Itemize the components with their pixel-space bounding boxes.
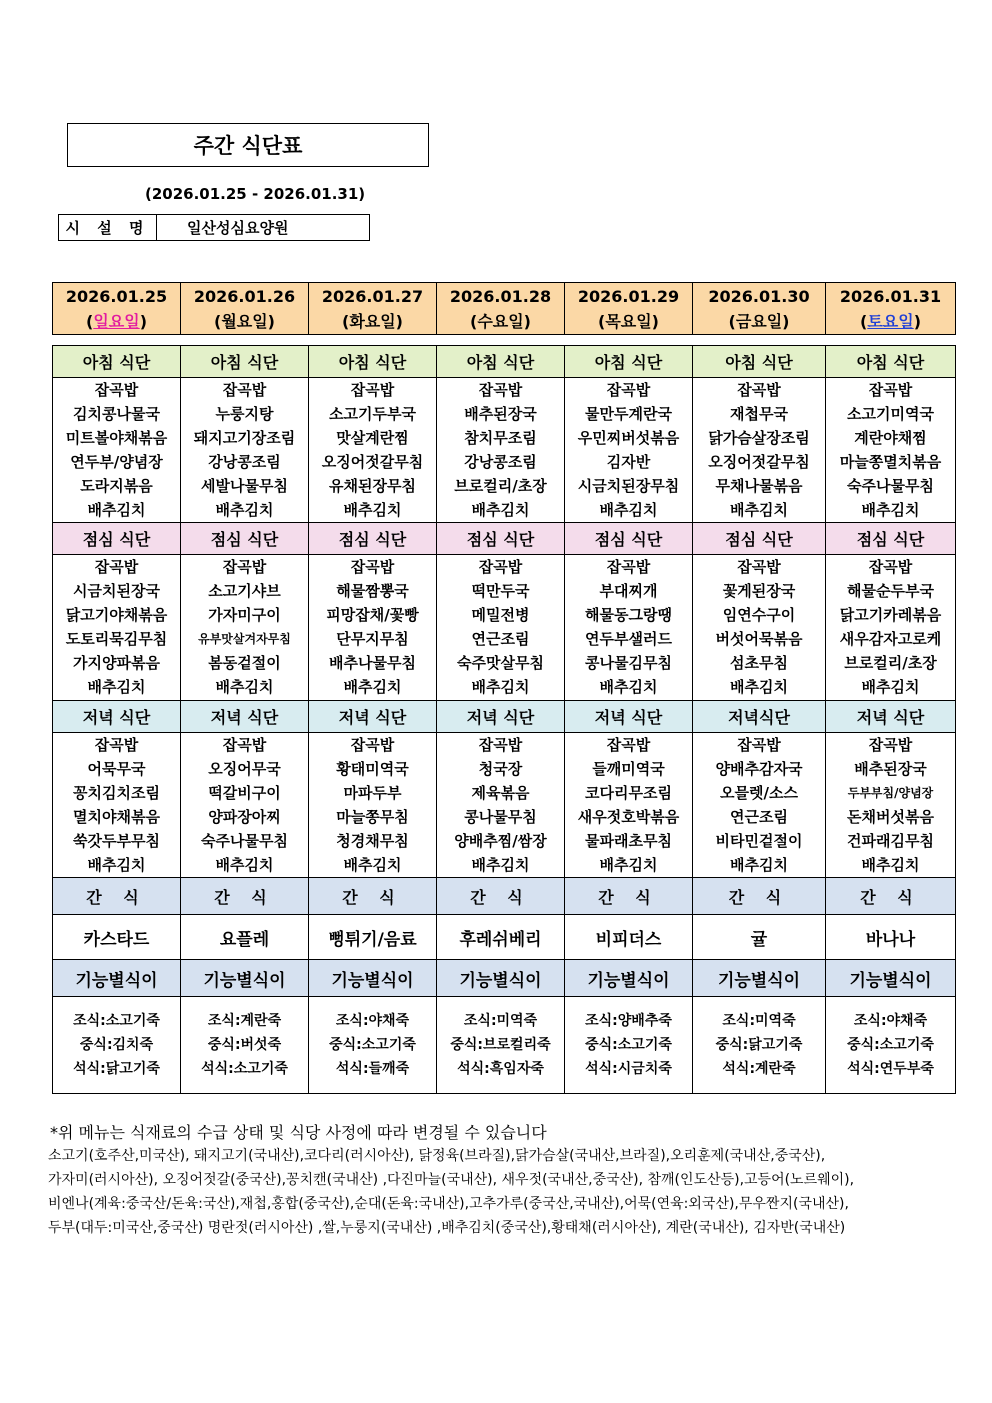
menu-item: 떡만두국 xyxy=(471,582,530,600)
snack-header: 간 식 xyxy=(437,878,565,915)
breakfast-menu-cell xyxy=(565,378,693,523)
menu-item: 브로컬리/초장 xyxy=(454,477,547,495)
menu-item: 새우감자고로케 xyxy=(839,630,942,648)
page-title: 주간 식단표 xyxy=(67,123,429,167)
menu-item: 두부부침/양념장 xyxy=(847,786,934,800)
menu-item: 잡곡밥 xyxy=(94,736,139,754)
menu-item: 잡곡밥 xyxy=(94,381,139,399)
menu-item: 양배추감자국 xyxy=(715,760,803,778)
functional-diet-header: 기능별식이 xyxy=(693,960,826,997)
menu-item: 버섯어묵볶음 xyxy=(715,630,803,648)
breakfast-menu-cell xyxy=(826,378,956,523)
snack-header: 간 식 xyxy=(565,878,693,915)
menu-item: 재첩무국 xyxy=(730,405,788,423)
menu-item: 청경채무침 xyxy=(336,832,409,850)
menu-item: 연두부샐러드 xyxy=(585,630,672,648)
paren-close: ) xyxy=(139,311,147,331)
menu-item: 계란야채찜 xyxy=(854,429,927,447)
facility-box xyxy=(58,214,370,241)
menu-item: 누룽지탕 xyxy=(215,405,274,423)
breakfast-header: 아침 식단 xyxy=(53,346,181,378)
menu-item: 잡곡밥 xyxy=(606,558,651,576)
breakfast-header-row xyxy=(53,346,956,378)
functional-diet-header: 기능별식이 xyxy=(53,960,181,997)
lunch-header: 점심 식단 xyxy=(826,523,956,555)
date-cell xyxy=(309,283,437,335)
functional-diet-item: 석식:소고기죽 xyxy=(201,1061,288,1077)
menu-item: 세발나물무침 xyxy=(201,477,288,495)
breakfast-header: 아침 식단 xyxy=(565,346,693,378)
functional-diet-item: 석식:시금치죽 xyxy=(585,1061,672,1077)
menu-item: 잡곡밥 xyxy=(737,558,781,576)
menu-item: 잡곡밥 xyxy=(350,558,395,576)
menu-item: 들깨미역국 xyxy=(592,760,665,778)
dinner-menu-cell xyxy=(309,733,437,878)
lunch-header: 점심 식단 xyxy=(437,523,565,555)
menu-item: 잡곡밥 xyxy=(94,558,139,576)
day-name: (금요일) xyxy=(728,311,790,331)
menu-item: 잡곡밥 xyxy=(737,381,781,399)
facility-label: 시 설 명 xyxy=(59,215,157,240)
menu-item: 오징어젓갈무침 xyxy=(708,453,810,471)
menu-item: 맛살계란찜 xyxy=(336,429,409,447)
menu-item: 배추김치 xyxy=(471,678,530,696)
menu-item: 김치콩나물국 xyxy=(73,405,160,423)
lunch-menu-row xyxy=(53,555,956,701)
functional-diet-cell xyxy=(437,997,565,1094)
menu-item: 김자반 xyxy=(606,453,651,471)
snack-item: 요플레 xyxy=(181,915,309,960)
menu-item: 배추김치 xyxy=(730,856,788,874)
menu-item: 잡곡밥 xyxy=(222,736,267,754)
date: 2026.01.25 xyxy=(65,286,168,306)
dinner-menu-cell xyxy=(826,733,956,878)
menu-item: 배추김치 xyxy=(599,501,658,519)
menu-item: 배추김치 xyxy=(215,501,274,519)
functional-diet-header: 기능별식이 xyxy=(565,960,693,997)
origin-info xyxy=(48,1144,948,1240)
day-of-week xyxy=(309,309,436,334)
origin-line: 가자미(러시아산), 오징어젓갈(중국산),꽁치캔(국내산) ,다진마늘(국내산), 새우젓(국내산,중국산), 참깨(인도산등),고등어(노르웨이), xyxy=(48,1172,855,1188)
menu-item: 배추김치 xyxy=(215,856,274,874)
functional-diet-cell xyxy=(826,997,956,1094)
menu-item: 해물순두부국 xyxy=(847,582,934,600)
snack-header: 간 식 xyxy=(693,878,826,915)
dinner-menu-cell xyxy=(565,733,693,878)
paren-open: ( xyxy=(86,311,94,331)
day-of-week xyxy=(437,309,564,334)
functional-diet-item: 조식:미역죽 xyxy=(722,1013,796,1029)
lunch-header: 점심 식단 xyxy=(53,523,181,555)
menu-item: 비타민겉절이 xyxy=(715,832,803,850)
functional-diet-cell xyxy=(693,997,826,1094)
menu-item: 잡곡밥 xyxy=(868,736,913,754)
lunch-menu-cell xyxy=(309,555,437,701)
menu-item: 배추김치 xyxy=(87,501,146,519)
menu-item: 도라지볶음 xyxy=(80,477,153,495)
menu-item: 배추김치 xyxy=(343,856,402,874)
day-name: 일요일 xyxy=(93,311,140,331)
lunch-header: 점심 식단 xyxy=(565,523,693,555)
menu-item: 우민찌버섯볶음 xyxy=(577,429,680,447)
functional-diet-item: 중식:닭고기죽 xyxy=(715,1037,803,1053)
day-name: (화요일) xyxy=(342,311,403,331)
menu-item: 피망잡채/꽃빵 xyxy=(326,606,419,624)
dinner-header: 저녁 식단 xyxy=(437,701,565,733)
date: 2026.01.28 xyxy=(449,286,552,306)
menu-item: 새우젓호박볶음 xyxy=(577,808,680,826)
menu-item: 배추김치 xyxy=(861,856,920,874)
day-of-week xyxy=(826,309,955,334)
menu-item: 해물동그랑땡 xyxy=(585,606,672,624)
functional-diet-item: 조식:계란죽 xyxy=(207,1013,282,1029)
breakfast-menu-cell xyxy=(53,378,181,523)
functional-diet-item: 조식:미역죽 xyxy=(463,1013,538,1029)
functional-diet-item: 석식:흑임자죽 xyxy=(457,1061,544,1077)
menu-table xyxy=(52,345,956,1094)
menu-item: 배추김치 xyxy=(215,678,274,696)
menu-item: 제육볶음 xyxy=(471,784,530,802)
menu-item: 오징어젓갈무침 xyxy=(321,453,424,471)
menu-item: 마파두부 xyxy=(343,784,402,802)
breakfast-header: 아침 식단 xyxy=(826,346,956,378)
menu-item: 돼지고기장조림 xyxy=(193,429,296,447)
menu-item: 양파장아찌 xyxy=(208,808,281,826)
menu-item: 연두부/양념장 xyxy=(70,453,163,471)
day-of-week xyxy=(565,309,692,334)
snack-header: 간 식 xyxy=(826,878,956,915)
menu-item: 배추김치 xyxy=(87,678,146,696)
dinner-menu-row xyxy=(53,733,956,878)
menu-item: 도토리묵김무침 xyxy=(65,630,168,648)
snack-item: 귤 xyxy=(693,915,826,960)
functional-diet-item: 중식:버섯죽 xyxy=(207,1037,282,1053)
menu-item: 코다리무조림 xyxy=(585,784,672,802)
functional-diet-item: 석식:계란죽 xyxy=(722,1061,796,1077)
menu-item: 연근조림 xyxy=(471,630,530,648)
menu-item: 봄동겉절이 xyxy=(208,654,281,672)
menu-item: 잡곡밥 xyxy=(606,381,651,399)
functional-diet-item: 중식:소고기죽 xyxy=(847,1037,934,1053)
functional-diet-item: 중식:소고기죽 xyxy=(585,1037,672,1053)
snack-header: 간 식 xyxy=(181,878,309,915)
menu-item: 소고기샤브 xyxy=(208,582,281,600)
menu-item: 잡곡밥 xyxy=(478,736,523,754)
menu-item: 물파래초무침 xyxy=(585,832,672,850)
date: 2026.01.27 xyxy=(321,286,424,306)
functional-diet-cell xyxy=(565,997,693,1094)
menu-item: 배추김치 xyxy=(343,678,402,696)
date: 2026.01.29 xyxy=(577,286,680,306)
menu-item: 잡곡밥 xyxy=(868,381,913,399)
dinner-header: 저녁 식단 xyxy=(565,701,693,733)
menu-item: 배추김치 xyxy=(87,856,146,874)
breakfast-menu-cell xyxy=(309,378,437,523)
menu-item: 닭고기야채볶음 xyxy=(65,606,168,624)
menu-item: 황태미역국 xyxy=(336,760,409,778)
date: 2026.01.30 xyxy=(708,286,810,306)
menu-item: 청국장 xyxy=(478,760,523,778)
menu-item: 잡곡밥 xyxy=(222,381,267,399)
menu-item: 꽁치김치조림 xyxy=(73,784,160,802)
menu-item: 단무지무침 xyxy=(336,630,409,648)
dinner-header: 저녁 식단 xyxy=(181,701,309,733)
snack-item: 비피더스 xyxy=(565,915,693,960)
menu-item: 소고기두부국 xyxy=(329,405,416,423)
date: 2026.01.26 xyxy=(193,286,296,306)
menu-item: 해물짬뽕국 xyxy=(336,582,409,600)
menu-item: 숙주맛살무침 xyxy=(457,654,544,672)
functional-diet-item: 중식:브로컬리죽 xyxy=(450,1037,551,1053)
dinner-menu-cell xyxy=(53,733,181,878)
menu-item: 잡곡밥 xyxy=(350,736,395,754)
origin-line: 소고기(호주산,미국산), 돼지고기(국내산),코다리(러시아산), 닭정육(브라질),닭가슴살(국내산,브라질),오리훈제(국내산,중국산), xyxy=(48,1148,826,1164)
snack-item: 뻥튀기/음료 xyxy=(309,915,437,960)
origin-line: 두부(대두:미국산,중국산) 명란젓(러시아산) ,쌀,누룽지(국내산) ,배추김치(중국산),황태채(러시아산), 계란(국내산), 김자반(국내산) xyxy=(48,1220,846,1236)
menu-item: 쑥갓두부무침 xyxy=(73,832,160,850)
functional-diet-item: 조식:야채죽 xyxy=(335,1013,410,1029)
menu-item: 배추나물무침 xyxy=(329,654,416,672)
menu-item: 닭가슴살장조림 xyxy=(708,429,810,447)
menu-item: 유부맛살겨자무침 xyxy=(198,632,291,646)
facility-name: 일산성심요양원 xyxy=(187,219,289,237)
menu-item: 잡곡밥 xyxy=(222,558,267,576)
menu-item: 배추김치 xyxy=(861,678,920,696)
menu-item: 시금치된장무침 xyxy=(577,477,680,495)
functional-diet-item: 조식:양배추죽 xyxy=(585,1013,672,1029)
menu-item: 배추된장국 xyxy=(854,760,927,778)
dinner-header: 저녁식단 xyxy=(693,701,826,733)
menu-item: 배추김치 xyxy=(471,856,530,874)
menu-item: 배추김치 xyxy=(861,501,920,519)
functional-diet-row xyxy=(53,997,956,1094)
lunch-header: 점심 식단 xyxy=(309,523,437,555)
functional-diet-item: 조식:소고기죽 xyxy=(73,1013,160,1029)
menu-item: 배추김치 xyxy=(471,501,530,519)
period: (2026.01.25 - 2026.01.31) xyxy=(145,185,366,203)
lunch-menu-cell xyxy=(565,555,693,701)
date: 2026.01.31 xyxy=(839,286,942,306)
dinner-menu-cell xyxy=(693,733,826,878)
snack-row xyxy=(53,915,956,960)
menu-item: 시금치된장국 xyxy=(73,582,160,600)
menu-item: 닭고기카레볶음 xyxy=(839,606,942,624)
menu-item: 부대찌개 xyxy=(599,582,658,600)
menu-item: 배추된장국 xyxy=(464,405,537,423)
menu-item: 멸치야채볶음 xyxy=(73,808,160,826)
date-cell xyxy=(826,283,956,335)
menu-item: 마늘쫑멸치볶음 xyxy=(839,453,942,471)
menu-item: 돈채버섯볶음 xyxy=(847,808,934,826)
functional-diet-header-row xyxy=(53,960,956,997)
breakfast-header: 아침 식단 xyxy=(693,346,826,378)
breakfast-menu-cell xyxy=(181,378,309,523)
breakfast-menu-cell xyxy=(693,378,826,523)
date-row xyxy=(53,283,956,335)
date-cell xyxy=(181,283,309,335)
menu-item: 콩나물무침 xyxy=(464,808,537,826)
paren-open: ( xyxy=(860,311,868,331)
dinner-header: 저녁 식단 xyxy=(826,701,956,733)
lunch-menu-cell xyxy=(53,555,181,701)
breakfast-menu-row xyxy=(53,378,956,523)
breakfast-header: 아침 식단 xyxy=(437,346,565,378)
menu-item: 임연수구이 xyxy=(722,606,796,624)
lunch-header: 점심 식단 xyxy=(693,523,826,555)
menu-item: 가자미구이 xyxy=(208,606,281,624)
dinner-header: 저녁 식단 xyxy=(53,701,181,733)
menu-item: 콩나물김무침 xyxy=(585,654,672,672)
functional-diet-cell xyxy=(181,997,309,1094)
menu-item: 유채된장무침 xyxy=(329,477,416,495)
functional-diet-header: 기능별식이 xyxy=(826,960,956,997)
day-name: (월요일) xyxy=(214,311,275,331)
menu-item: 브로컬리/초장 xyxy=(844,654,937,672)
day-name: 토요일 xyxy=(867,311,914,331)
menu-item: 메밀전병 xyxy=(471,606,530,624)
snack-header: 간 식 xyxy=(53,878,181,915)
day-of-week xyxy=(53,309,180,334)
functional-diet-header: 기능별식이 xyxy=(181,960,309,997)
snack-header: 간 식 xyxy=(309,878,437,915)
dinner-menu-cell xyxy=(181,733,309,878)
menu-item: 미트볼야채볶음 xyxy=(65,429,168,447)
menu-item: 숙주나물무침 xyxy=(201,832,288,850)
menu-item: 강낭콩조림 xyxy=(464,453,537,471)
lunch-menu-cell xyxy=(826,555,956,701)
menu-item: 숙주나물무침 xyxy=(847,477,934,495)
date-cell xyxy=(693,283,826,335)
dinner-menu-cell xyxy=(437,733,565,878)
day-of-week xyxy=(693,309,825,334)
menu-item: 잡곡밥 xyxy=(737,736,781,754)
functional-diet-item: 중식:김치죽 xyxy=(79,1037,154,1053)
menu-item: 섬초무침 xyxy=(730,654,788,672)
breakfast-header: 아침 식단 xyxy=(181,346,309,378)
snack-item: 카스타드 xyxy=(53,915,181,960)
menu-item: 오징어무국 xyxy=(208,760,281,778)
functional-diet-item: 석식:들깨죽 xyxy=(335,1061,410,1077)
menu-item: 꽃게된장국 xyxy=(722,582,796,600)
lunch-header-row xyxy=(53,523,956,555)
menu-item: 참치무조림 xyxy=(464,429,537,447)
functional-diet-item: 중식:소고기죽 xyxy=(329,1037,416,1053)
breakfast-header: 아침 식단 xyxy=(309,346,437,378)
menu-item: 강낭콩조림 xyxy=(208,453,281,471)
breakfast-menu-cell xyxy=(437,378,565,523)
menu-item: 물만두계란국 xyxy=(585,405,672,423)
lunch-header: 점심 식단 xyxy=(181,523,309,555)
paren-close: ) xyxy=(913,311,921,331)
functional-diet-item: 석식:닭고기죽 xyxy=(73,1061,160,1077)
menu-item: 무채나물볶음 xyxy=(715,477,803,495)
functional-diet-header: 기능별식이 xyxy=(309,960,437,997)
functional-diet-cell xyxy=(53,997,181,1094)
lunch-menu-cell xyxy=(437,555,565,701)
snack-header-row xyxy=(53,878,956,915)
snack-item: 후레쉬베리 xyxy=(437,915,565,960)
menu-item: 가지양파볶음 xyxy=(73,654,160,672)
date-cell xyxy=(565,283,693,335)
menu-item: 배추김치 xyxy=(599,856,658,874)
menu-item: 잡곡밥 xyxy=(350,381,395,399)
date-cell xyxy=(53,283,181,335)
menu-item: 배추김치 xyxy=(730,501,788,519)
day-name: (목요일) xyxy=(598,311,659,331)
menu-item: 잡곡밥 xyxy=(606,736,651,754)
snack-item: 바나나 xyxy=(826,915,956,960)
day-name: (수요일) xyxy=(470,311,531,331)
menu-item: 마늘쫑무침 xyxy=(336,808,409,826)
dinner-header-row xyxy=(53,701,956,733)
lunch-menu-cell xyxy=(181,555,309,701)
menu-item: 배추김치 xyxy=(730,678,788,696)
menu-item: 잡곡밥 xyxy=(478,381,523,399)
functional-diet-item: 석식:연두부죽 xyxy=(847,1061,934,1077)
menu-item: 떡갈비구이 xyxy=(208,784,281,802)
menu-item: 소고기미역국 xyxy=(847,405,934,423)
menu-item: 오믈렛/소스 xyxy=(720,784,798,802)
menu-item: 어묵무국 xyxy=(87,760,146,778)
lunch-menu-cell xyxy=(693,555,826,701)
dinner-header: 저녁 식단 xyxy=(309,701,437,733)
menu-item: 건파래김무침 xyxy=(847,832,934,850)
menu-item: 연근조림 xyxy=(730,808,788,826)
origin-line: 비엔나(계육:중국산/돈육:국산),재첩,홍합(중국산),순대(돈육:국내산),고추가루(중국산,국내산),어묵(연육:외국산),무우짠지(국내산), xyxy=(48,1196,849,1212)
menu-item: 잡곡밥 xyxy=(478,558,523,576)
menu-item: 양배추찜/쌈장 xyxy=(454,832,547,850)
menu-item: 잡곡밥 xyxy=(868,558,913,576)
notice: *위 메뉴는 식재료의 수급 상태 및 식당 사정에 따라 변경될 수 있습니다 xyxy=(50,1123,547,1142)
functional-diet-header: 기능별식이 xyxy=(437,960,565,997)
date-header-table xyxy=(52,282,956,335)
functional-diet-cell xyxy=(309,997,437,1094)
menu-item: 배추김치 xyxy=(343,501,402,519)
menu-item: 배추김치 xyxy=(599,678,658,696)
functional-diet-item: 조식:야채죽 xyxy=(853,1013,928,1029)
day-of-week xyxy=(181,309,308,334)
date-cell xyxy=(437,283,565,335)
